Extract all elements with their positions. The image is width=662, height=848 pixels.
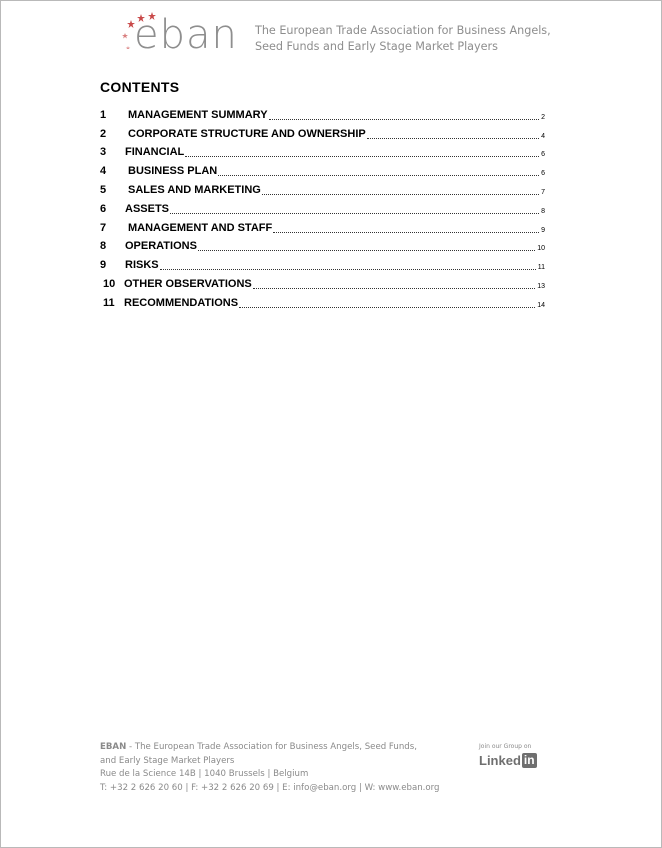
toc-entry-page: 4: [541, 132, 545, 140]
toc-dot-leader: [218, 175, 539, 176]
toc-entry-number: 9: [100, 259, 107, 272]
toc-entry[interactable]: [100, 179, 545, 198]
tagline-line-1: The European Trade Association for Business Angels,: [255, 24, 551, 37]
toc-dot-leader: [160, 269, 536, 270]
toc-entry-page: 6: [541, 170, 545, 178]
toc-entry-title: OTHER OBSERVATIONS: [124, 277, 252, 290]
toc-entry-page: 11: [537, 264, 545, 272]
toc-entry[interactable]: [100, 198, 545, 217]
toc-entry-title: FINANCIAL: [125, 146, 185, 159]
toc-entry-page: 7: [541, 188, 545, 196]
contents-heading: CONTENTS: [100, 79, 180, 95]
footer-line-3: Rue de la Science 14B | 1040 Brussels | Belgium: [100, 769, 309, 779]
footer-line-4: T: +32 2 626 20 60 | F: +32 2 626 20 69 | E: info@eban.org | W: www.eban.org: [100, 782, 440, 793]
toc-entry-title: MANAGEMENT AND STAFF: [128, 221, 273, 234]
toc-entry[interactable]: [100, 160, 545, 179]
logo-wordmark: eban: [134, 12, 238, 58]
toc-entry[interactable]: [100, 254, 545, 273]
linkedin-caption: Join our Group on: [479, 743, 532, 750]
toc-entry[interactable]: [100, 273, 545, 292]
toc-entry-title: ASSETS: [125, 202, 170, 215]
toc-dot-leader: [253, 288, 535, 289]
linkedin-in-box: in: [523, 753, 535, 767]
eban-logo: [121, 9, 241, 61]
toc-entry-number: 10: [103, 277, 116, 290]
toc-entry-title: SALES AND MARKETING: [128, 183, 261, 196]
toc-dot-leader: [269, 119, 539, 120]
toc-entry[interactable]: [100, 217, 545, 236]
header-tagline: [255, 23, 555, 55]
toc-entry[interactable]: [100, 123, 545, 142]
toc-entry-page: 13: [537, 282, 545, 290]
toc-entry-page: 10: [537, 245, 545, 253]
toc-entry-number: 8: [100, 240, 107, 253]
toc-entry-title: MANAGEMENT SUMMARY: [128, 108, 268, 121]
toc-entry-page: 9: [541, 226, 545, 234]
toc-entry-number: 3: [100, 146, 107, 159]
toc-entry-number: 1: [100, 108, 107, 121]
toc-entry-title: RECOMMENDATIONS: [124, 296, 239, 309]
toc-entry-page: 8: [541, 207, 545, 215]
footer-address: [100, 741, 440, 795]
tagline-line-2: Seed Funds and Early Stage Market Players: [255, 40, 498, 53]
footer-brand: EBAN: [100, 742, 127, 752]
toc-dot-leader: [262, 194, 539, 195]
toc-entry-title: OPERATIONS: [125, 240, 197, 253]
toc-entry[interactable]: [100, 104, 545, 123]
toc-entry-title: RISKS: [125, 259, 159, 272]
toc-dot-leader: [367, 138, 539, 139]
linkedin-badge[interactable]: [479, 743, 549, 773]
toc-entry[interactable]: [100, 236, 545, 255]
toc-entry-number: 7: [100, 221, 107, 234]
toc-entry-title: CORPORATE STRUCTURE AND OWNERSHIP: [128, 127, 366, 140]
footer-line-1-text: - The European Trade Association for Business Angels, Seed Funds,: [126, 742, 417, 752]
toc-dot-leader: [198, 250, 535, 251]
toc-entry-number: 6: [100, 202, 107, 215]
toc-dot-leader: [273, 232, 539, 233]
toc-entry-number: 11: [103, 296, 115, 309]
toc-entry-page: 6: [541, 151, 545, 159]
toc-dot-leader: [185, 156, 539, 157]
toc-dot-leader: [170, 213, 539, 214]
footer-line-2: and Early Stage Market Players: [100, 755, 235, 766]
toc-entry-number: 5: [100, 183, 107, 196]
toc-entry[interactable]: [100, 292, 545, 311]
toc-entry-title: BUSINESS PLAN: [128, 165, 218, 178]
toc-dot-leader: [239, 307, 535, 308]
toc-entry-page: 2: [541, 113, 545, 121]
linkedin-icon[interactable]: [479, 753, 549, 768]
linkedin-word: Linked: [479, 753, 521, 768]
toc-entry[interactable]: [100, 142, 545, 161]
toc-entry-number: 4: [100, 165, 107, 178]
footer-line-1: [100, 741, 440, 755]
table-of-contents: [100, 104, 545, 311]
toc-entry-page: 14: [537, 301, 545, 309]
toc-entry-number: 2: [100, 127, 107, 140]
